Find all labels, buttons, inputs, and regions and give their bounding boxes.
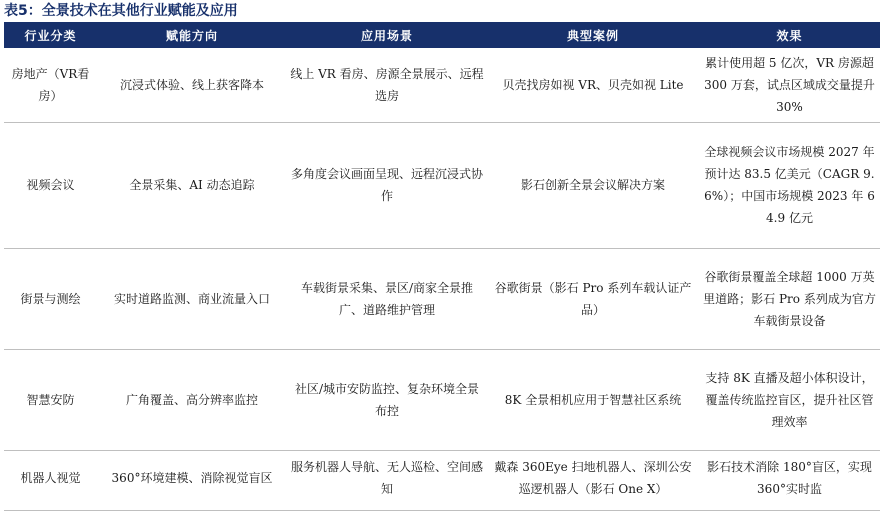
- cell-direction: 实时道路监测、商业流量入口: [97, 248, 287, 349]
- industry-application-table: [4, 22, 880, 506]
- table-row: [4, 248, 880, 349]
- cell-direction: 全景采集、AI 动态追踪: [97, 122, 287, 248]
- cell-scenario: 服务机器人导航、无人巡检、空间感知: [290, 460, 483, 497]
- cell-direction: 360°环境建模、消除视觉盲区: [111, 471, 273, 486]
- cell-effect: 全球视频会议市场规模 2027 年预计达 83.5 亿美元（CAGR 9.6%）；中国市场规模 2023 年 64.9 亿元: [699, 122, 880, 248]
- table-row: [4, 122, 880, 248]
- cell-case: 戴森 360Eye 扫地机器人、深圳公安巡逻机器人（影石 One X）: [494, 460, 692, 497]
- cell-scenario: 多角度会议画面呈现、远程沉浸式协作: [287, 122, 487, 248]
- table-row: [4, 450, 880, 506]
- header-industry: 行业分类: [4, 22, 97, 48]
- cell-industry: 街景与测绘: [4, 248, 97, 349]
- cell-industry: 视频会议: [4, 122, 97, 248]
- cell-industry: 机器人视觉: [20, 471, 81, 486]
- header-scenario: 应用场景: [287, 22, 487, 48]
- cell-effect: 谷歌街景覆盖全球超 1000 万英里道路；影石 Pro 系列成为官方车载街景设备: [699, 248, 880, 349]
- table-row: [4, 349, 880, 450]
- cell-scenario: 社区/城市安防监控、复杂环境全景布控: [287, 349, 487, 450]
- header-case: 典型案例: [487, 22, 699, 48]
- cell-direction: 广角覆盖、高分辨率监控: [97, 349, 287, 450]
- cell-scenario: 车载街景采集、景区/商家全景推广、道路维护管理: [287, 248, 487, 349]
- cell-case: 8K 全景相机应用于智慧社区系统: [487, 349, 699, 450]
- header-row: [4, 22, 880, 48]
- cell-industry: 房地产（VR看房）: [4, 48, 97, 122]
- cell-effect: 累计使用超 5 亿次，VR 房源超 300 万套，试点区域成交量提升 30%: [699, 48, 880, 122]
- cell-case: 影石创新全景会议解决方案: [487, 122, 699, 248]
- table-bottom-rule: [4, 510, 880, 511]
- cell-effect: 支持 8K 直播及超小体积设计，覆盖传统监控盲区，提升社区管理效率: [699, 349, 880, 450]
- cell-case: 谷歌街景（影石 Pro 系列车载认证产品）: [487, 248, 699, 349]
- cell-industry: 智慧安防: [4, 349, 97, 450]
- cell-scenario: 线上 VR 看房、房源全景展示、远程选房: [287, 48, 487, 122]
- cell-case: 贝壳找房如视 VR、贝壳如视 Lite: [487, 48, 699, 122]
- table-row: [4, 48, 880, 122]
- table-title: 表5：全景技术在其他行业赋能及应用: [4, 3, 238, 19]
- cell-direction: 沉浸式体验、线上获客降本: [97, 48, 287, 122]
- header-direction: 赋能方向: [97, 22, 287, 48]
- header-effect: 效果: [699, 22, 880, 48]
- cell-effect: 影石技术消除 180°盲区，实现 360°实时监: [707, 460, 872, 497]
